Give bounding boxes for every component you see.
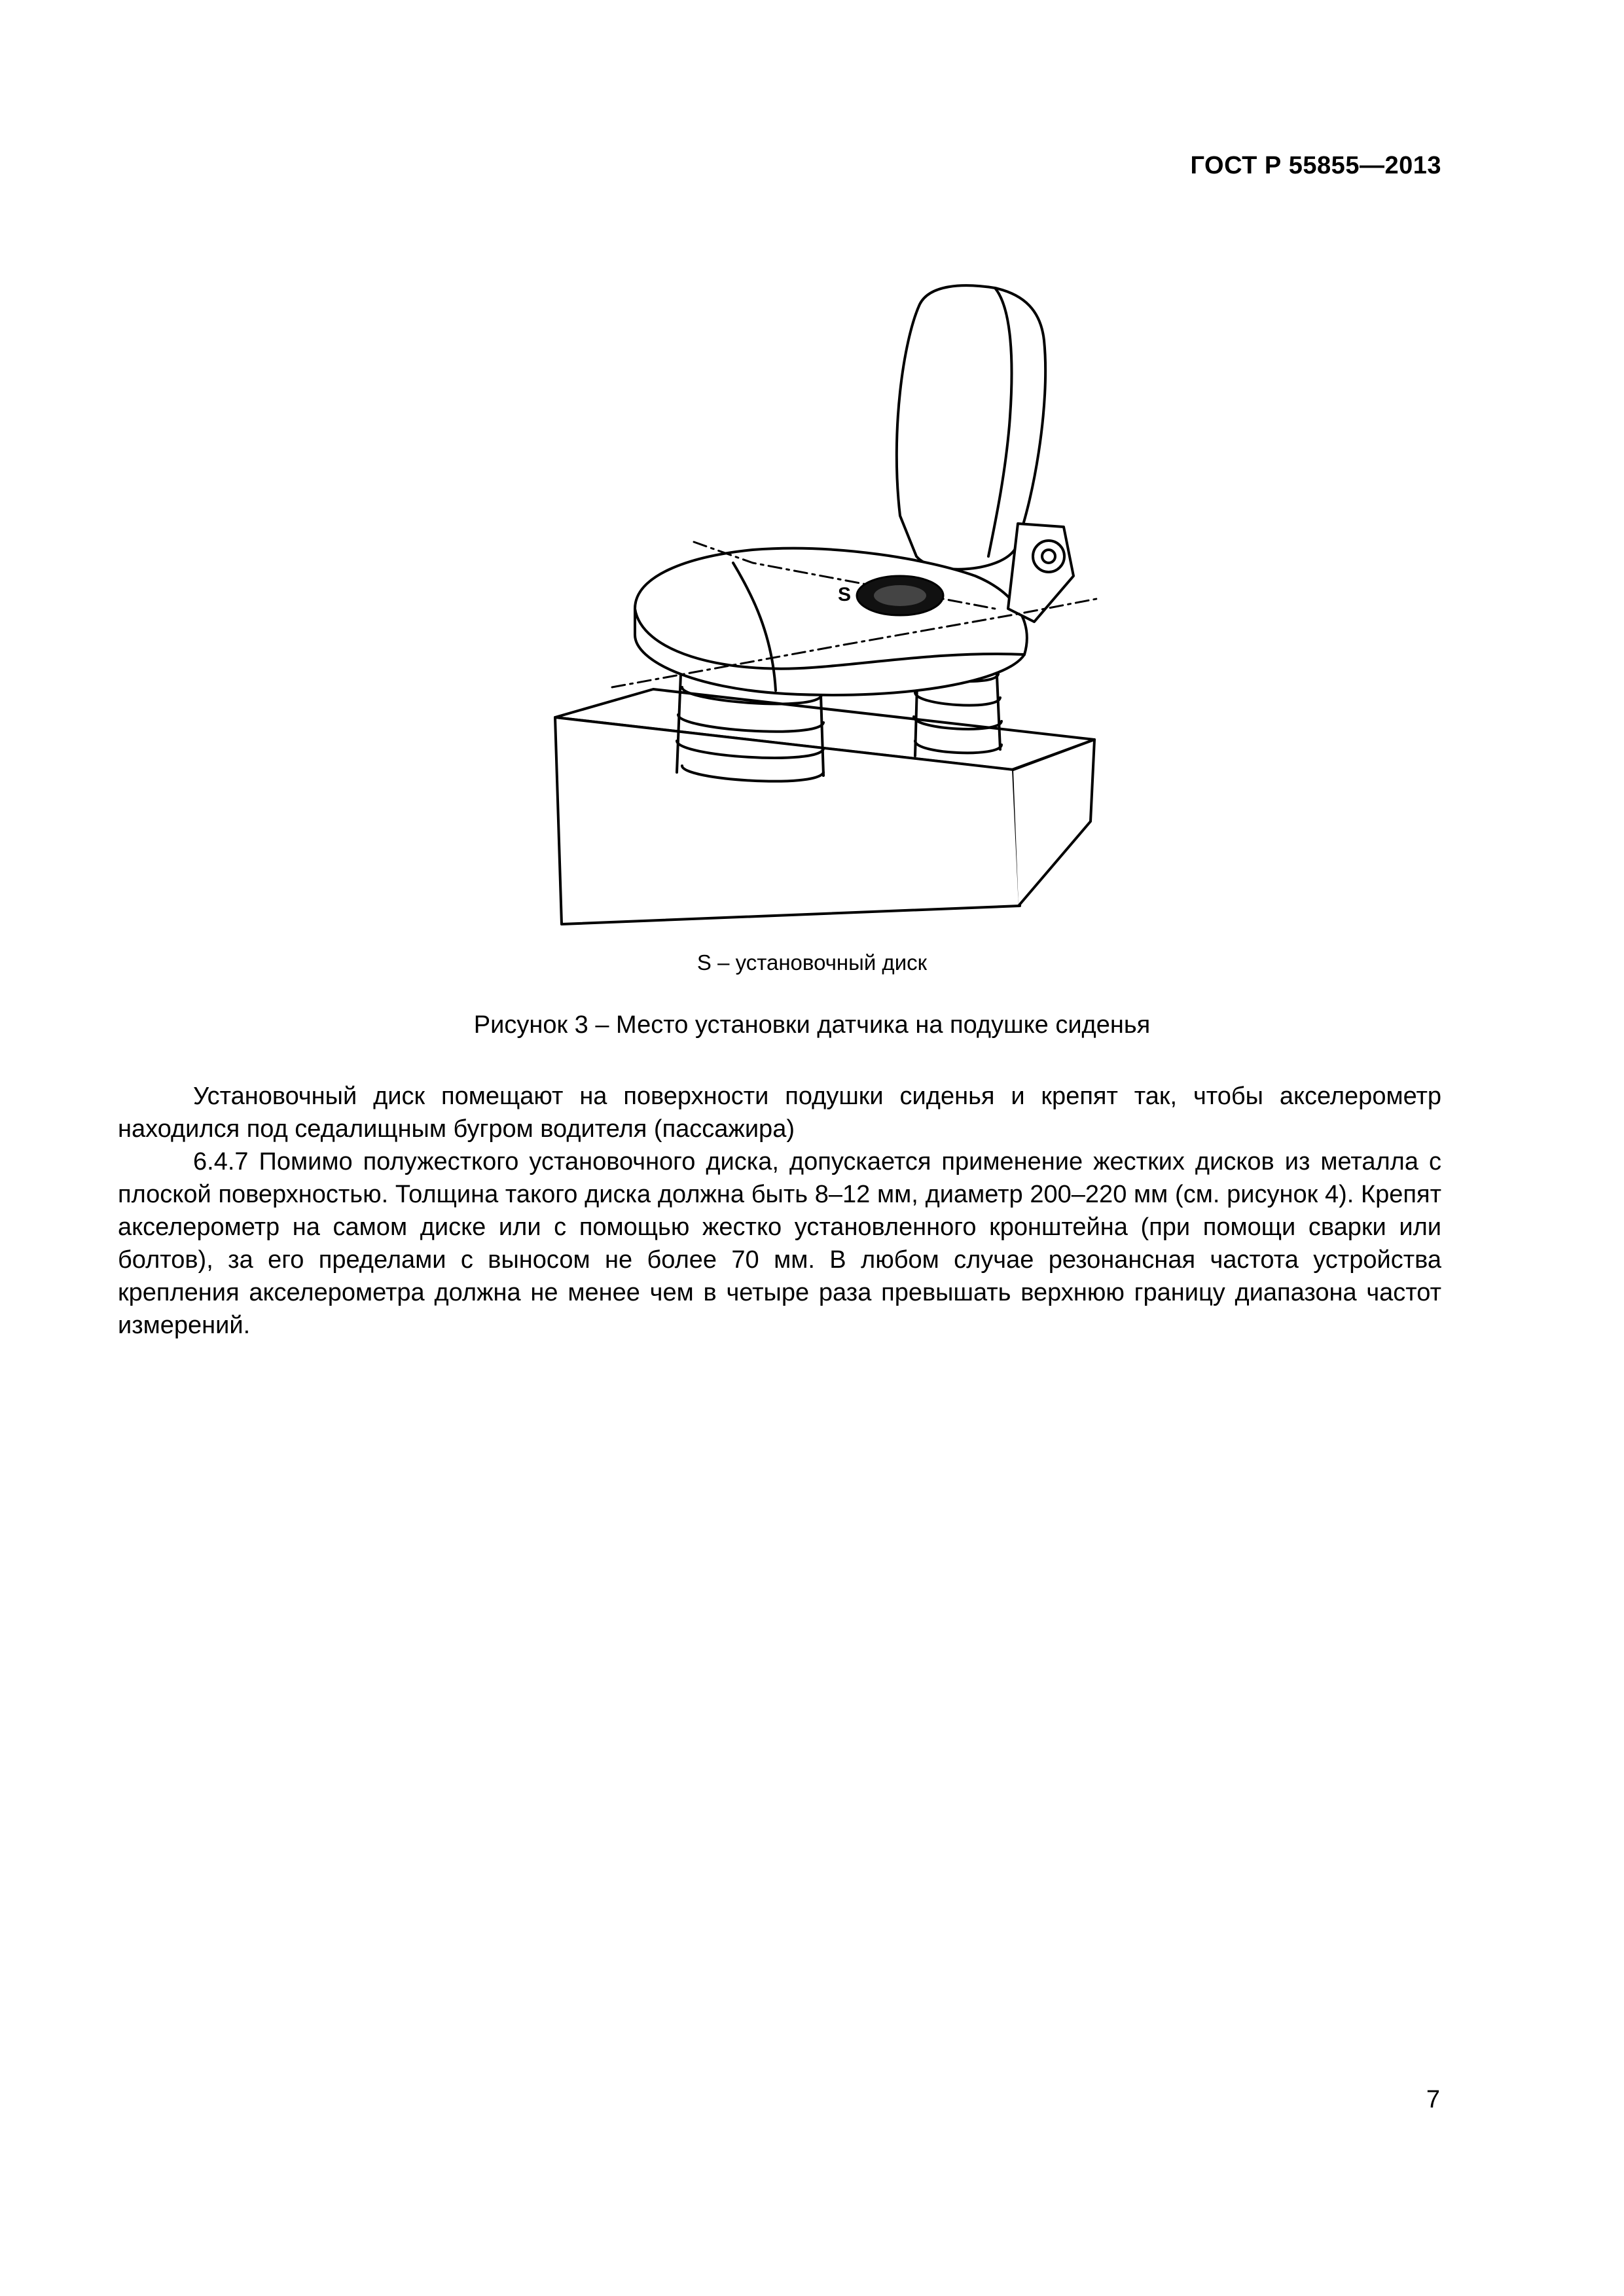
disc-marker-label: S: [838, 584, 852, 605]
figure-caption: Рисунок 3 – Место установки датчика на подушке сиденья: [473, 1011, 1151, 1039]
page-number: 7: [1426, 2086, 1440, 2113]
seat-drawing: [537, 268, 1113, 936]
base-block-side: [1013, 740, 1094, 906]
paragraph: Установочный диск помещают на поверхности подушки сиденья и крепят так, чтобы акселерометр находился под седалищным бугром водителя (пассажира): [118, 1083, 1441, 1143]
body-text: [118, 1080, 1441, 1342]
figure-seat-illustration: [537, 268, 1113, 936]
side-bracket: [1008, 524, 1074, 622]
figure-legend: S – установочный диск: [696, 950, 928, 975]
document-header-id: ГОСТ Р 55855—2013: [1190, 152, 1441, 179]
paragraph: 6.4.7 Помимо полужесткого установочного диска, допускается применение жестких дисков из металла с плоской поверхностью. Толщина такого диска должна быть 8–12 мм, диаметр 200–220 мм (см. рисунок 4). Крепят акселерометр на самом диске или с помощью жестко установленного кронштейна (при помощи сварки или болтов), за его пределами с выносом не более 70 мм. В любом случае резонансная частота устройства крепления акселерометра должна не менее чем в четыре раза превышать верхнюю границу диапазона частот измерений.: [118, 1148, 1441, 1339]
